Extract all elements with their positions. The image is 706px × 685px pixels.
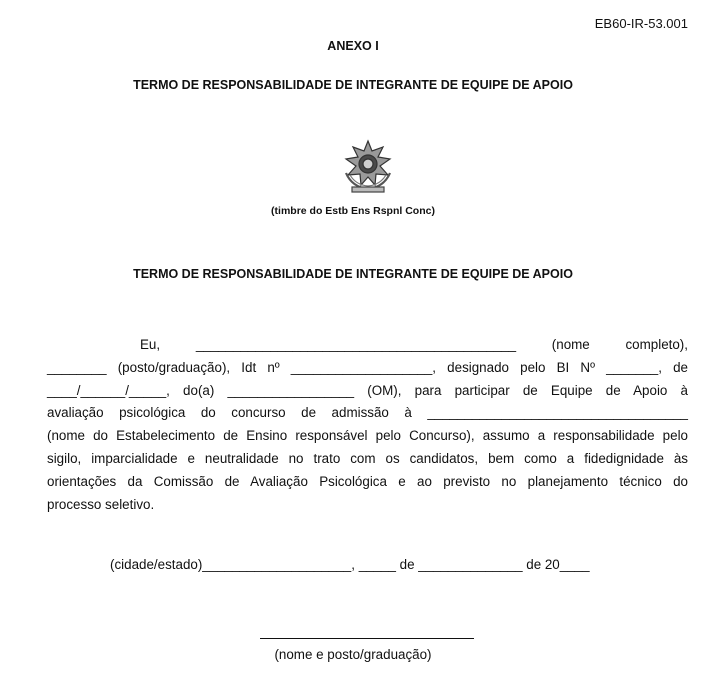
- letterhead-note: (timbre do Estb Ens Rspnl Conc): [271, 205, 435, 217]
- signature-line: [260, 638, 474, 639]
- declaration-body: [47, 334, 688, 516]
- body-line-8: processo seletivo.: [47, 496, 155, 512]
- coat-of-arms-brazil-icon: [338, 139, 398, 197]
- place-date-line: (cidade/estado)____________________, _____ de ______________ de 20____: [110, 557, 590, 572]
- body-line-2: ________ (posto/graduação), Idt nº ___________________, designado pelo BI Nº _______, de: [47, 359, 688, 375]
- body-line-5: (nome do Estabelecimento de Ensino responsável pelo Concurso), assumo a responsabilidade pelo: [47, 428, 688, 444]
- body-line-7: orientações da Comissão de Avaliação Psicológica e ao previsto no planejamento técnico do: [47, 473, 688, 489]
- document-code: EB60-IR-53.001: [594, 16, 688, 31]
- annex-title: ANEXO I: [327, 39, 379, 53]
- form-title: TERMO DE RESPONSABILIDADE DE INTEGRANTE DE EQUIPE DE APOIO: [133, 267, 573, 281]
- page-title: TERMO DE RESPONSABILIDADE DE INTEGRANTE DE EQUIPE DE APOIO: [133, 78, 573, 92]
- body-line-1: Eu, ___________________________________________ (nome completo),: [140, 337, 688, 352]
- body-line-6: sigilo, imparcialidade e neutralidade no trato com os candidatos, bem como a fidedignidade às: [47, 450, 688, 466]
- body-line-4: avaliação psicológica do concurso de admissão à ___________________________________: [47, 405, 688, 421]
- signature-label: (nome e posto/graduação): [274, 647, 432, 662]
- body-line-3: ____/______/_____, do(a) _________________ (OM), para participar de Equipe de Apoio à: [47, 382, 688, 398]
